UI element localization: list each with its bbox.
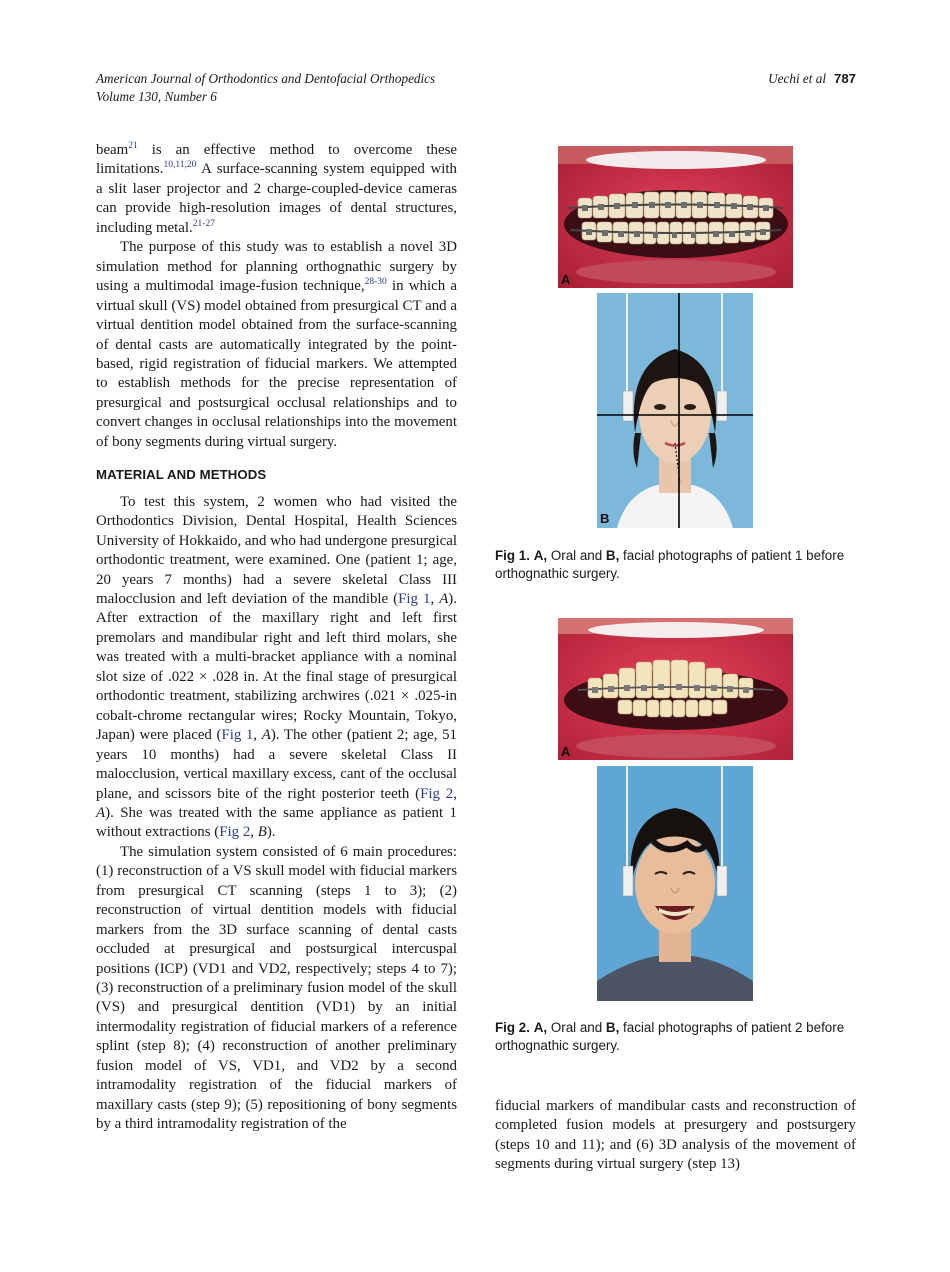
page-number: 787 [833, 71, 856, 86]
panel-label: A [561, 744, 571, 759]
paragraph-patients: To test this system, 2 women who had visited the Orthodontics Division, Dental Hospital, Health Sciences University of Hokkaido, and who had undergone presurgical orthodontic treatment, were examined. One (patient 1; age, 20 years 7 months) had a severe skeletal Class III malocclusion and left deviation of the mandible (Fig 1, A). After extraction of the maxillary right and left first premolars and mandibular right and left third molars, she was treated with a multi-bracket appliance with a nominal slot size of .022 × .028 in. At the final stage of presurgical orthodontic treatment, stabilizing archwires (.021 × .025-in cobalt-chrome rectangular wires; Rocky Mountain, Tokyo, Japan) were placed (Fig 1, A). The other (patient 2; age, 51 years 10 months) had a severe skeletal Class II malocclusion, vertical maxillary excess, cant of the occlusal plane, and scissors bite of the right posterior teeth (Fig 2, A). She was treated with the same appliance as patient 1 without extractions (Fig 2, B). [96, 493, 457, 841]
fig1-facial-photo [597, 293, 753, 528]
journal-volume: Volume 130, Number 6 [96, 89, 217, 104]
figure-link[interactable]: Fig 2 [219, 824, 251, 841]
citation[interactable]: 21 [128, 141, 138, 152]
figure-link[interactable]: Fig 1 [221, 727, 254, 744]
panel-label: B [600, 511, 610, 526]
journal-info [96, 70, 435, 106]
paragraph-purpose: The purpose of this study was to establish a novel 3D simulation method for planning orthognathic surgery by using a multimodal image-fusion technique,$^{28-30}$ in which a virtual skull (VS) model obtained from presurgical CT and a virtual dentition model obtained from the surface-scanning of dental casts are automatically integrated by the point-based, rigid registration of fiducial markers. We attempted to establish methods for the precise representation of presurgical and postsurgical occlusal relationships and to convert changes in occlusal relationships into the movement of bony segments during virtual surgery. [96, 239, 458, 450]
fig2-caption: Fig 2. A, Oral and B, facial photographs of patient 2 before orthognathic surgery. [495, 1020, 845, 1053]
section-heading: MATERIAL AND METHODS [96, 467, 267, 483]
right-column [495, 1097, 856, 1175]
fig1-caption: Fig 1. A, Oral and B, facial photographs of patient 1 before orthognathic surgery. [495, 548, 845, 581]
facial-photo-illustration [597, 766, 753, 1001]
citation[interactable]: 10,11,20 [163, 160, 197, 171]
paragraph-procedures: The simulation system consisted of 6 main procedures: (1) reconstruction of a VS skull model with fiducial markers from presurgical CT scanning (steps 1 to 3); (2) reconstruction of virtual dentition models with fiducial markers from the 3D surface scanning of dental casts occluded at presurgical and postsurgical intercuspal positions (ICP) (VD1 and VD2, respectively; steps 4 to 7); (3) reconstruction of a preliminary fusion model of the skull (VS) and presurgical dentition (VD1) by an initial intermodality registration of fiducial markers of a reference splint (step 8); (4) reconstruction of another preliminary fusion model of VS, VD1, and VD2 by a second intramodality registration of the fiducial markers of maxillary casts (step 9); (5) repositioning of bony segments by a third intramodality registration of the [96, 843, 457, 1133]
paragraph-procedures-cont: fiducial markers of mandibular casts and reconstruction of completed fusion models at presurgery and postsurgery (steps 10 and 11); and (6) 3D analysis of the movement of segments during virtual surgery (step 13) [495, 1098, 856, 1173]
fig1-oral-photo [558, 146, 793, 288]
journal-title: American Journal of Orthodontics and Dentofacial Orthopedics [96, 71, 436, 86]
facial-photo-illustration [597, 293, 753, 528]
paragraph-intro-end: beam$^{21}$ is an effective method to overcome these limitations.$^{10,11,20}$ A surface-scanning system equipped with a slit laser projector and 2 charge-coupled-device cameras can provide high-resolution images of dental structures, including metal.$^{21-27}$ [96, 141, 457, 236]
author-names: Uechi et al [768, 71, 826, 86]
left-column [96, 141, 457, 1135]
fig2-facial-photo [597, 766, 753, 1001]
page-header-right [768, 70, 856, 88]
fig2-oral-photo [558, 618, 793, 760]
oral-photo-illustration [558, 618, 793, 760]
oral-photo-illustration [558, 146, 793, 288]
citation[interactable]: 28-30 [364, 277, 387, 288]
panel-label: A [561, 272, 571, 287]
citation[interactable]: 21-27 [192, 218, 215, 229]
figure-link[interactable]: Fig 2 [420, 785, 454, 802]
figure-link[interactable]: Fig 1 [398, 590, 431, 607]
